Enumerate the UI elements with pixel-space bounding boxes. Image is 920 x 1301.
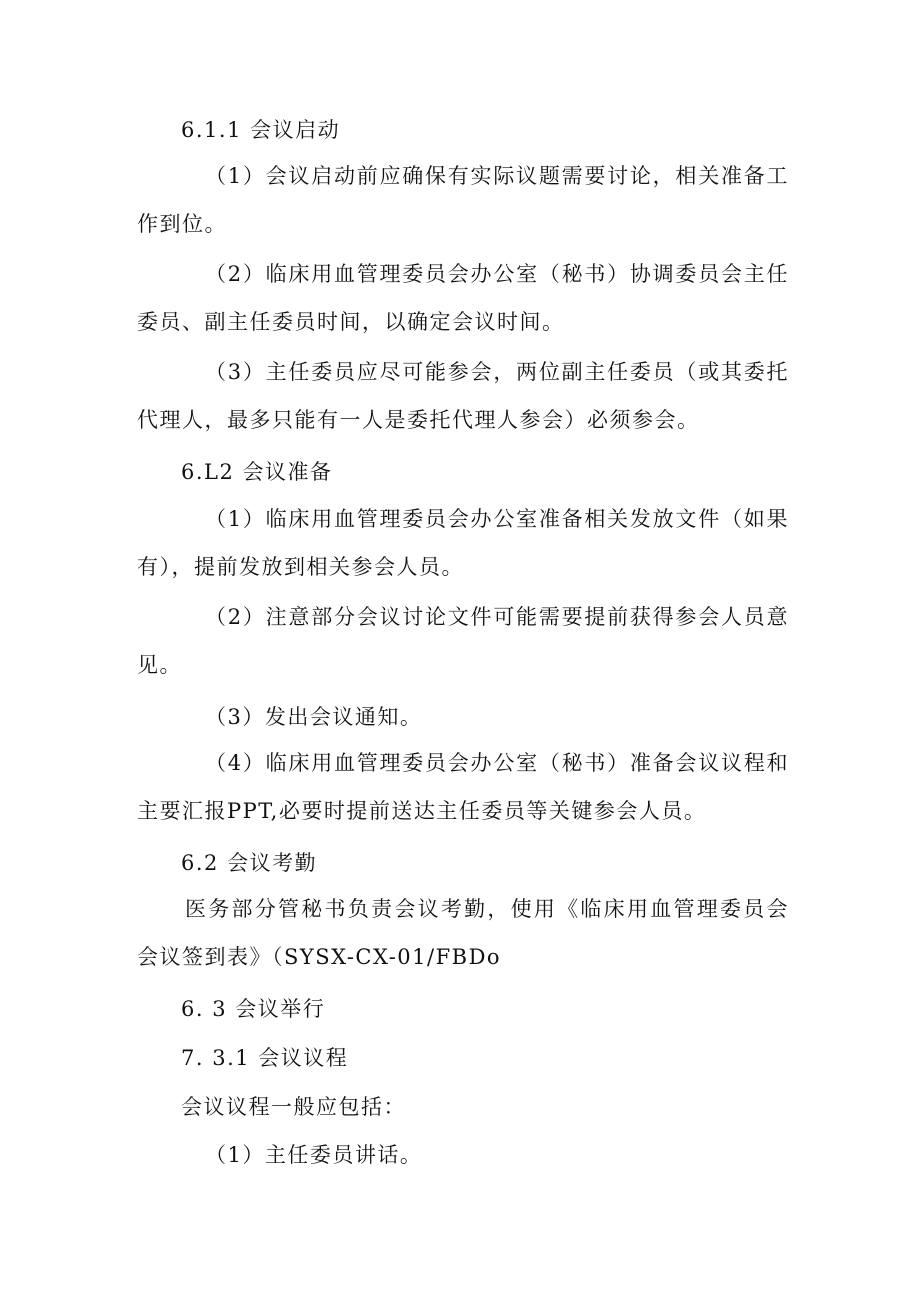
paragraph-6-2-attendance: 医务部分管秘书负责会议考勤，使用《临床用血管理委员会会议签到表》（SYSX-CX-01/FBDo xyxy=(137,897,789,969)
heading-6-1-1: 6.1.1 会议启动 xyxy=(181,118,341,142)
paragraph-7-3-1-item-1: （1）主任委员讲话。 xyxy=(205,1143,423,1167)
paragraph-6-1-1-item-1: （1）会议启动前应确保有实际议题需要讨论，相关准备工作到位。 xyxy=(137,164,789,236)
heading-6-2: 6.2 会议考勤 xyxy=(181,851,318,875)
paragraph-6-1-1-item-3: （3）主任委员应尽可能参会，两位副主任委员（或其委托代理人，最多只能有一人是委托代理人参会）必须参会。 xyxy=(137,360,789,432)
paragraph-7-3-1-intro: 会议议程一般应包括： xyxy=(181,1095,406,1119)
paragraph-6-1-2-item-2: （2）注意部分会议讨论文件可能需要提前获得参会人员意见。 xyxy=(137,605,789,677)
paragraph-6-1-2-item-3: （3）发出会议通知。 xyxy=(205,705,423,729)
heading-7-3-1: 7. 3.1 会议议程 xyxy=(181,1046,349,1070)
paragraph-6-1-1-item-2: （2）临床用血管理委员会办公室（秘书）协调委员会主任委员、副主任委员时间，以确定会议时间。 xyxy=(137,262,789,334)
heading-6-3: 6. 3 会议举行 xyxy=(181,997,326,1021)
paragraph-6-1-2-item-4: （4）临床用血管理委员会办公室（秘书）准备会议议程和主要汇报PPT,必要时提前送达主任委员等关键参会人员。 xyxy=(137,751,789,823)
paragraph-6-1-2-item-1: （1）临床用血管理委员会办公室准备相关发放文件（如果有），提前发放到相关参会人员。 xyxy=(137,507,789,579)
heading-6-1-2: 6.L2 会议准备 xyxy=(181,460,333,484)
